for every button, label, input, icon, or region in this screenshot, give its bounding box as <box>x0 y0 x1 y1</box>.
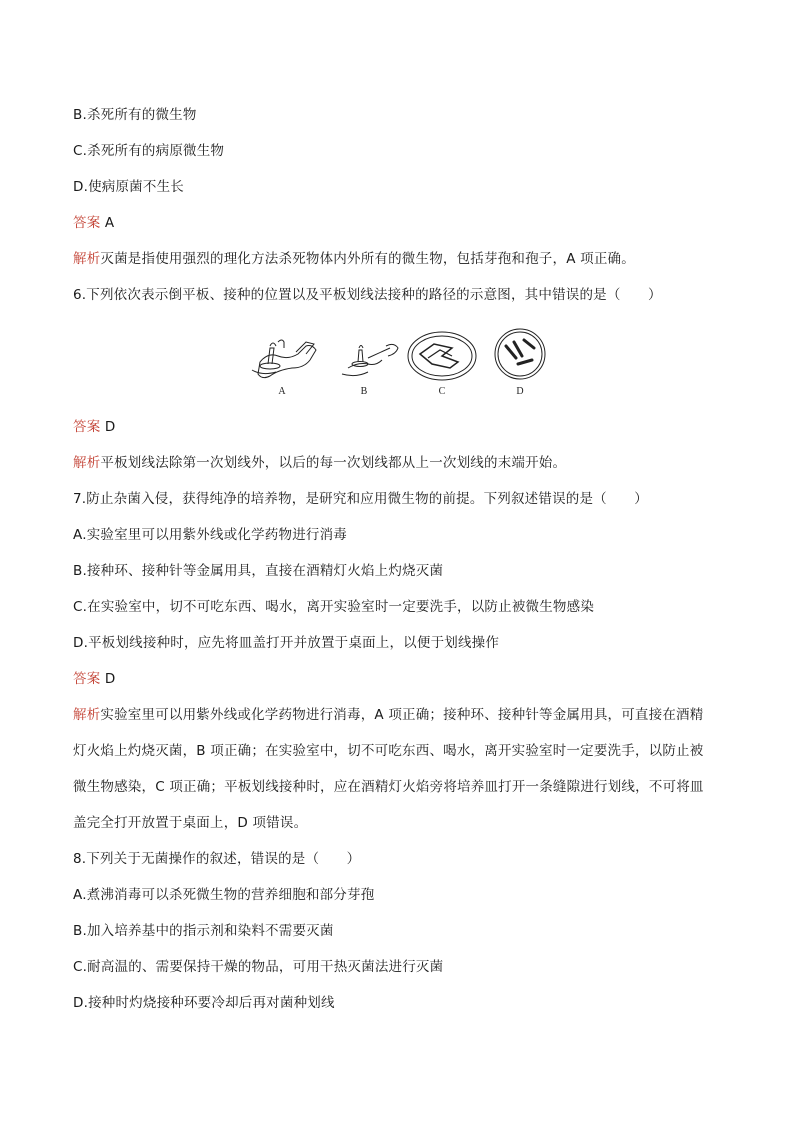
figure-label-d: D <box>516 386 524 397</box>
question-6-figure <box>248 324 560 400</box>
option-b-q8: B.加入培养基中的指示剂和染料不需要灭菌 <box>73 923 334 939</box>
option-c-q7: C.在实验室中，切不可吃东西、喝水，离开实验室时一定要洗手，以防止被微生物感染 <box>73 599 595 615</box>
option-d-q5: D.使病原菌不生长 <box>73 179 184 195</box>
explanation-tag: 解析 <box>73 707 101 723</box>
explanation-q7-line2: 灯火焰上灼烧灭菌，B 项正确；在实验室中，切不可吃东西、喝水，离开实验室时一定要洗手，以防止被 <box>73 743 704 759</box>
option-d-q7: D.平板划线接种时，应先将皿盖打开并放置于桌面上，以便于划线操作 <box>73 635 500 651</box>
question-6: 6.下列依次表示倒平板、接种的位置以及平板划线法接种的路径的示意图，其中错误的是（ ） <box>73 287 662 303</box>
option-d-q8: D.接种时灼烧接种环要冷却后再对菌种划线 <box>73 995 335 1011</box>
option-c-q5: C.杀死所有的病原微生物 <box>73 143 225 159</box>
figure-b-inoculation <box>342 344 398 375</box>
answer-tag: 答案 <box>73 215 101 231</box>
figure-d-streak-dish <box>495 329 545 379</box>
option-a-q8: A.煮沸消毒可以杀死微生物的营养细胞和部分芽孢 <box>73 887 375 903</box>
figure-c-streak-dish <box>408 332 476 380</box>
question-7: 7.防止杂菌入侵，获得纯净的培养物，是研究和应用微生物的前提。下列叙述错误的是（ ） <box>73 491 648 507</box>
answer-q6: 答案 D <box>73 419 116 435</box>
explanation-q5: 解析灭菌是指使用强烈的理化方法杀死物体内外所有的微生物，包括芽孢和孢子，A 项正确。 <box>73 251 635 267</box>
explanation-tag: 解析 <box>73 455 101 471</box>
figure-label-c: C <box>438 386 446 397</box>
figure-label-a: A <box>278 386 286 397</box>
answer-tag: 答案 <box>73 671 101 687</box>
answer-q7: 答案 D <box>73 671 116 687</box>
option-b-q7: B.接种环、接种针等金属用具，直接在酒精灯火焰上灼烧灭菌 <box>73 563 444 579</box>
option-c-q8: C.耐高温的、需要保持干燥的物品，可用干热灭菌法进行灭菌 <box>73 959 444 975</box>
lab-diagram <box>248 324 560 400</box>
answer-q5: 答案 A <box>73 215 115 231</box>
figure-a-pouring-plate <box>252 340 316 378</box>
question-8: 8.下列关于无菌操作的叙述，错误的是（ ） <box>73 851 361 867</box>
explanation-q7-line4: 盖完全打开放置于桌面上，D 项错误。 <box>73 815 308 831</box>
option-a-q7: A.实验室里可以用紫外线或化学药物进行消毒 <box>73 527 347 543</box>
option-b-q5: B.杀死所有的微生物 <box>73 107 197 123</box>
explanation-q6: 解析平板划线法除第一次划线外，以后的每一次划线都从上一次划线的末端开始。 <box>73 455 567 471</box>
explanation-q7-line1: 解析实验室里可以用紫外线或化学药物进行消毒，A 项正确；接种环、接种针等金属用具，可直接在酒精 <box>73 707 704 723</box>
explanation-q7-line3: 微生物感染，C 项正确；平板划线接种时，应在酒精灯火焰旁将培养皿打开一条缝隙进行划线，不可将皿 <box>73 779 704 795</box>
answer-tag: 答案 <box>73 419 101 435</box>
figure-label-b: B <box>360 386 368 397</box>
explanation-tag: 解析 <box>73 251 101 267</box>
